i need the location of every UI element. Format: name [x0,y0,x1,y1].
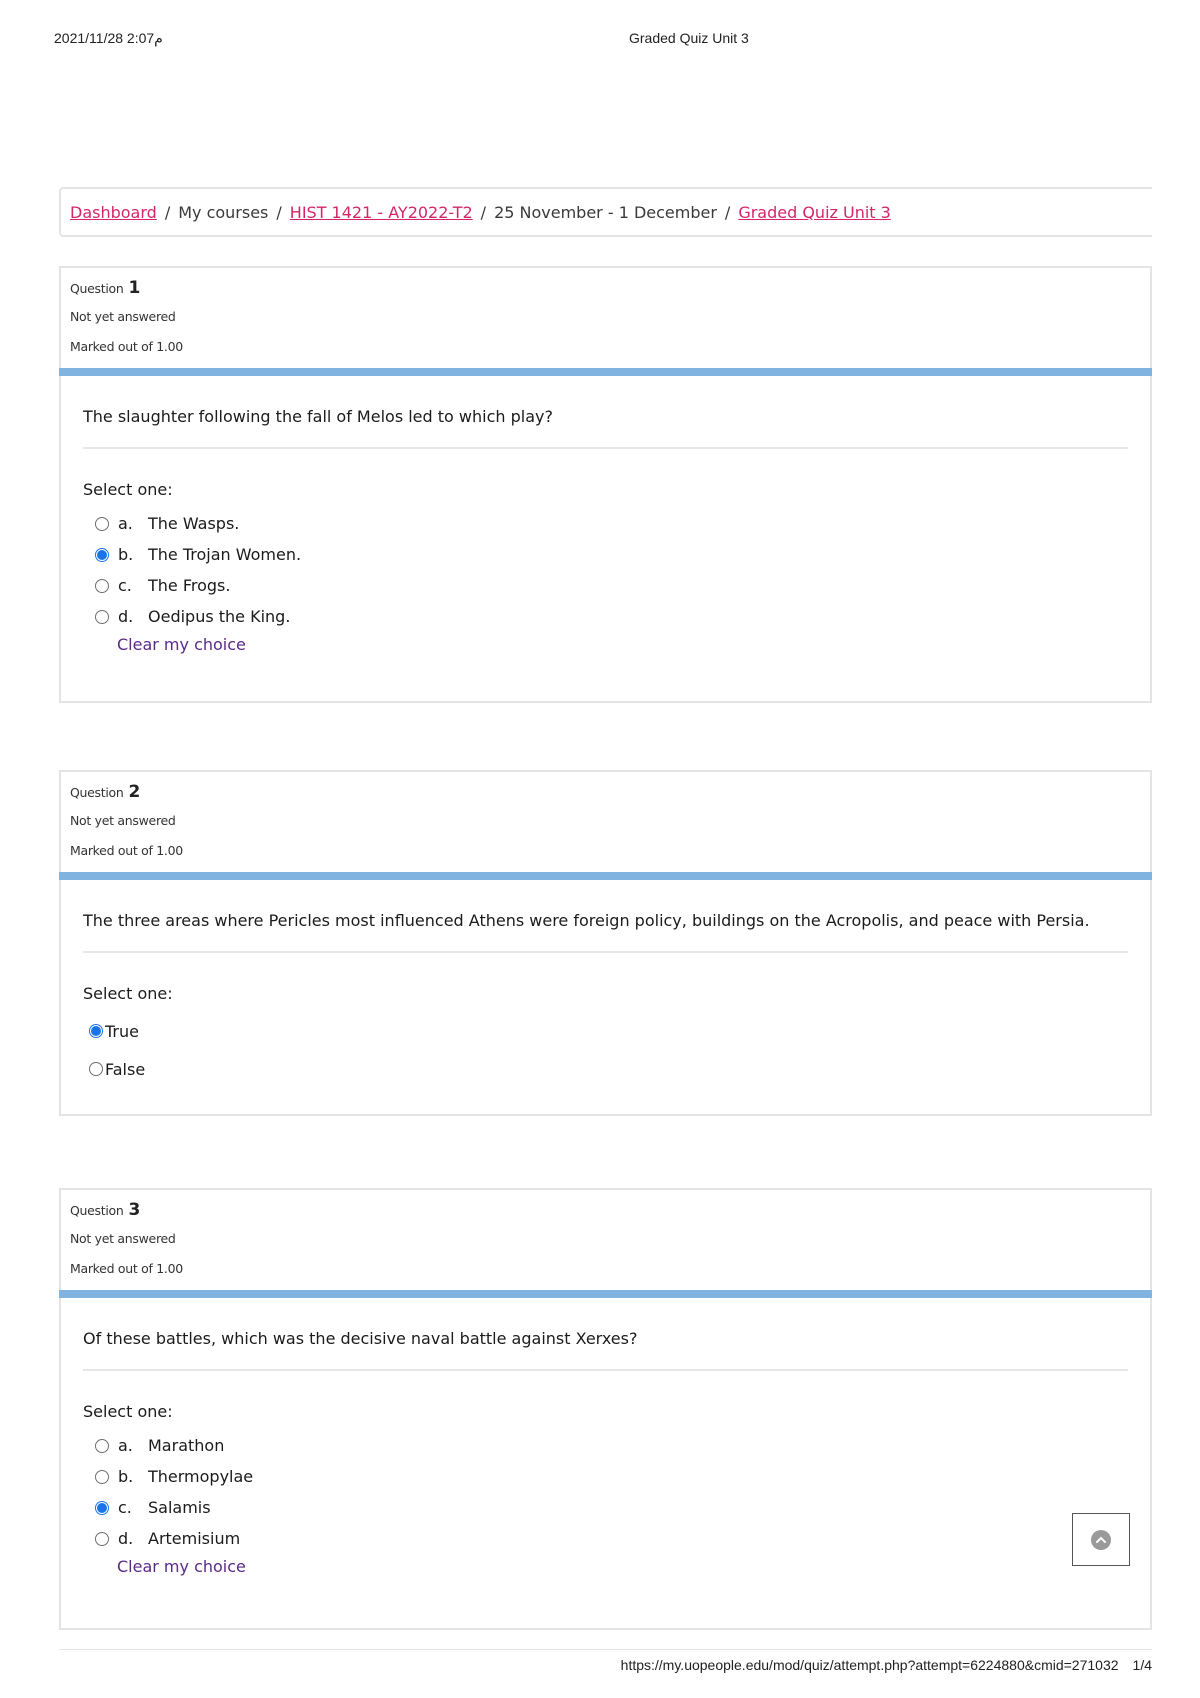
print-title: Graded Quiz Unit 3 [629,30,749,46]
radio-button-selected[interactable] [95,548,109,562]
answer-list [83,1012,1128,1088]
answer-option-c[interactable] [83,1492,1128,1523]
question-state: Not yet answered [70,813,176,828]
radio-button-selected[interactable] [95,1501,109,1515]
answer-option-true[interactable] [83,1012,1128,1050]
clear-choice-link[interactable]: Clear my choice [117,1557,246,1576]
breadcrumb-course-link[interactable]: HIST 1421 - AY2022-T2 [289,202,473,222]
select-one-label: Select one: [83,984,173,1003]
breadcrumb [59,187,1152,237]
answer-list [83,1430,1128,1554]
question-grade: Marked out of 1.00 [70,339,183,354]
radio-button[interactable] [95,1439,109,1453]
question-text: The slaughter following the fall of Melos led to which play? [83,376,1128,449]
radio-button[interactable] [95,610,109,624]
answer-letter: c. [118,1498,132,1517]
print-header [0,30,1200,50]
radio-button[interactable] [95,1470,109,1484]
question-number: 3 [128,1200,141,1220]
question-info [61,1190,1150,1290]
question-content [61,376,1150,654]
answer-text: Salamis [148,1498,211,1517]
question-label: Question [70,281,124,296]
radio-button[interactable] [95,579,109,593]
radio-button-selected[interactable] [89,1024,103,1038]
radio-button[interactable] [89,1062,103,1076]
back-to-top-button[interactable] [1072,1513,1130,1566]
question-content [61,880,1150,1088]
question-label: Question [70,1203,124,1218]
breadcrumb-week: 25 November - 1 December [494,202,717,222]
answer-letter: c. [118,576,132,595]
question-text: The three areas where Pericles most influenced Athens were foreign policy, buildings on the Acropolis, and peace with Persia. [83,880,1128,953]
question-number: 1 [128,278,141,298]
breadcrumb-separator: / [276,202,282,222]
breadcrumb-dashboard-link[interactable]: Dashboard [70,202,157,222]
footer-divider [59,1649,1152,1650]
answer-option-b[interactable] [83,1461,1128,1492]
print-page-number: 1/4 [1132,1657,1152,1673]
clear-choice-link[interactable]: Clear my choice [117,635,246,654]
answer-option-d[interactable] [83,1523,1128,1554]
question-3 [59,1188,1152,1630]
answer-letter: d. [118,607,134,626]
answer-text: Thermopylae [148,1467,254,1486]
answer-text: The Wasps. [148,514,240,533]
answer-text: Oedipus the King. [148,607,291,626]
answer-text: The Frogs. [148,576,231,595]
answer-text: Artemisium [148,1529,241,1548]
question-grade: Marked out of 1.00 [70,1261,183,1276]
breadcrumb-separator: / [164,202,171,222]
answer-option-a[interactable] [83,1430,1128,1461]
answer-letter: a. [118,1436,133,1455]
question-state: Not yet answered [70,1231,176,1246]
answer-option-b[interactable] [83,539,1128,570]
answer-option-c[interactable] [83,570,1128,601]
question-divider-bar [59,1290,1152,1298]
question-grade: Marked out of 1.00 [70,843,183,858]
answer-text: Marathon [148,1436,225,1455]
print-footer [621,1657,1152,1673]
answer-letter: d. [118,1529,134,1548]
question-number: 2 [128,782,141,802]
answer-list [83,508,1128,632]
answer-text: The Trojan Women. [148,545,302,564]
breadcrumb-quiz-link[interactable]: Graded Quiz Unit 3 [738,202,891,222]
question-text: Of these battles, which was the decisive naval battle against Xerxes? [83,1298,1128,1371]
question-info [61,772,1150,872]
print-timestamp: م2:07 2021/11/28 [54,30,163,46]
answer-letter: b. [118,545,134,564]
answer-text: False [105,1059,146,1079]
question-state: Not yet answered [70,309,176,324]
breadcrumb-separator: / [724,202,731,222]
question-label: Question [70,785,124,800]
print-url: https://my.uopeople.edu/mod/quiz/attempt.php?attempt=6224880&cmid=271032 [620,1657,1119,1673]
question-info [61,268,1150,368]
select-one-label: Select one: [83,480,173,499]
question-2 [59,770,1152,1116]
radio-button[interactable] [95,1532,109,1546]
question-content [61,1298,1150,1576]
question-divider-bar [59,368,1152,376]
answer-option-a[interactable] [83,508,1128,539]
answer-letter: a. [118,514,133,533]
answer-option-false[interactable] [83,1050,1128,1088]
breadcrumb-my-courses[interactable]: My courses [178,202,269,222]
radio-button[interactable] [95,517,109,531]
answer-letter: b. [118,1467,134,1486]
chevron-up-circle-icon [1091,1530,1111,1550]
answer-option-d[interactable] [83,601,1128,632]
breadcrumb-separator: / [480,202,487,222]
select-one-label: Select one: [83,1402,173,1421]
question-divider-bar [59,872,1152,880]
question-1 [59,266,1152,703]
answer-text: True [105,1021,139,1041]
